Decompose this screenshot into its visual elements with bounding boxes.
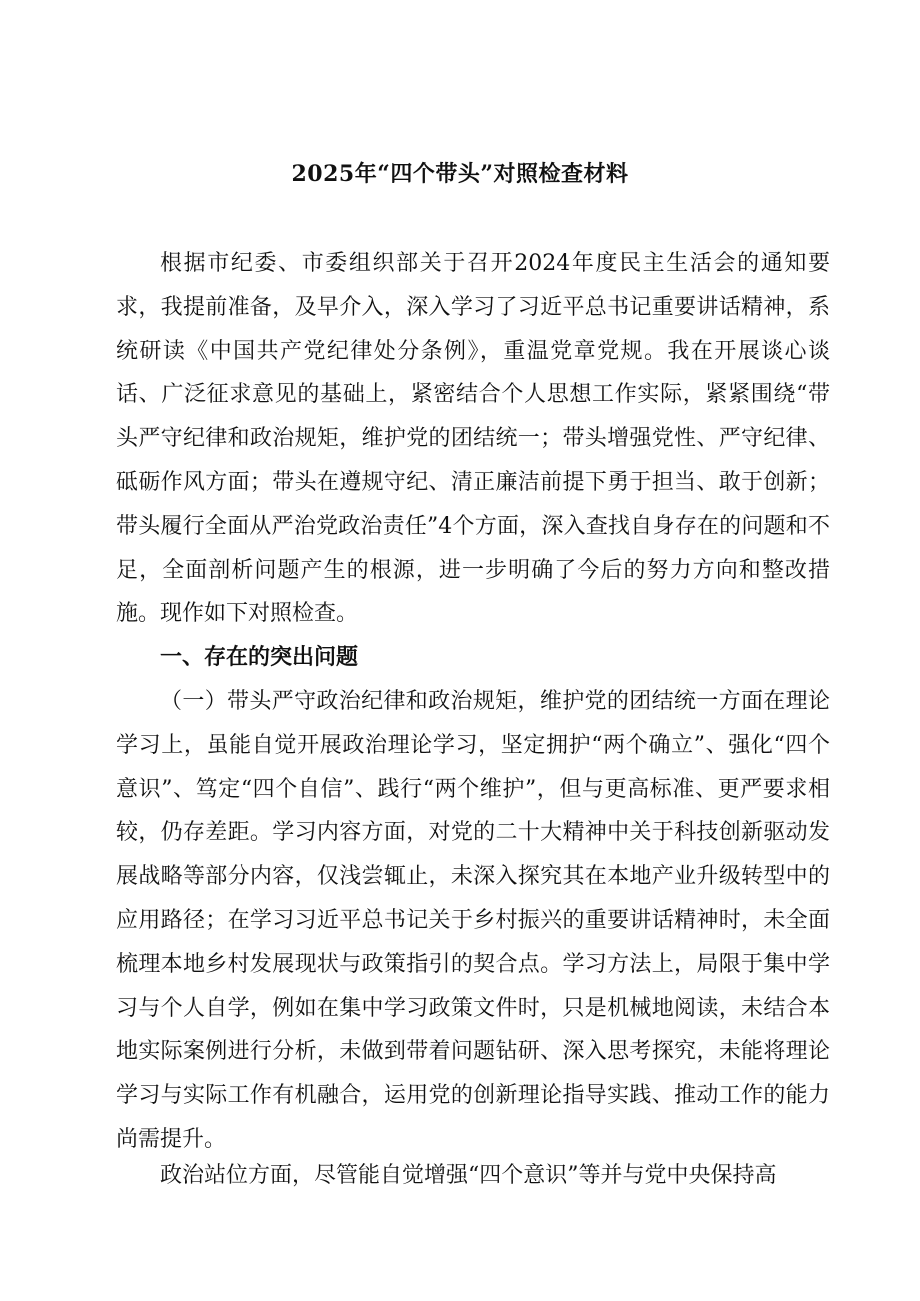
section-heading: 一、存在的突出问题	[160, 644, 359, 670]
intro-paragraph: 根据市纪委、市委组织部关于召开2024年度民主生活会的通知要求，我提前准备，及早介入，深入学习了习近平总书记重要讲话精神，系统研读《中国共产党纪律处分条例》，重温党章党规。我在开展谈心谈话、广泛征求意见的基础上，紧密结合个人思想工作实际，紧紧围绕“带头严守纪律和政治规矩，维护党的团结统一；带头增强党性、严守纪律、砥砺作风方面；带头在遵规守纪、清正廉洁前提下勇于担当、敢于创新；带头履行全面从严治党政治责任”4个方面，深入查找自身存在的问题和不足，全面剖析问题产生的根源，进一步明确了今后的努力方向和整改措施。现作如下对照检查。	[116, 251, 830, 627]
section-paragraph-continued: 政治站位方面，尽管能自觉增强“四个意识”等并与党中央保持高	[160, 1163, 777, 1188]
page-title: 2025年“四个带头”对照检查材料	[291, 161, 629, 187]
section-paragraph: （一）带头严守政治纪律和政治规矩，维护党的团结统一方面在理论学习上，虽能自觉开展政治理论学习，坚定拥护“两个确立”、强化“四个意识”、笃定“四个自信”、践行“两个维护”，但与更高标准、更严要求相较，仍存差距。学习内容方面，对党的二十大精神中关于科技创新驱动发展战略等部分内容，仅浅尝辄止，未深入探究其在本地产业升级转型中的应用路径；在学习习近平总书记关于乡村振兴的重要讲话精神时，未全面梳理本地乡村发展现状与政策指引的契合点。学习方法上，局限于集中学习与个人自学，例如在集中学习政策文件时，只是机械地阅读，未结合本地实际案例进行分析，未做到带着问题钻研、深入思考探究，未能将理论学习与实际工作有机融合，运用党的创新理论指导实践、推动工作的能力尚需提升。	[116, 689, 830, 1152]
